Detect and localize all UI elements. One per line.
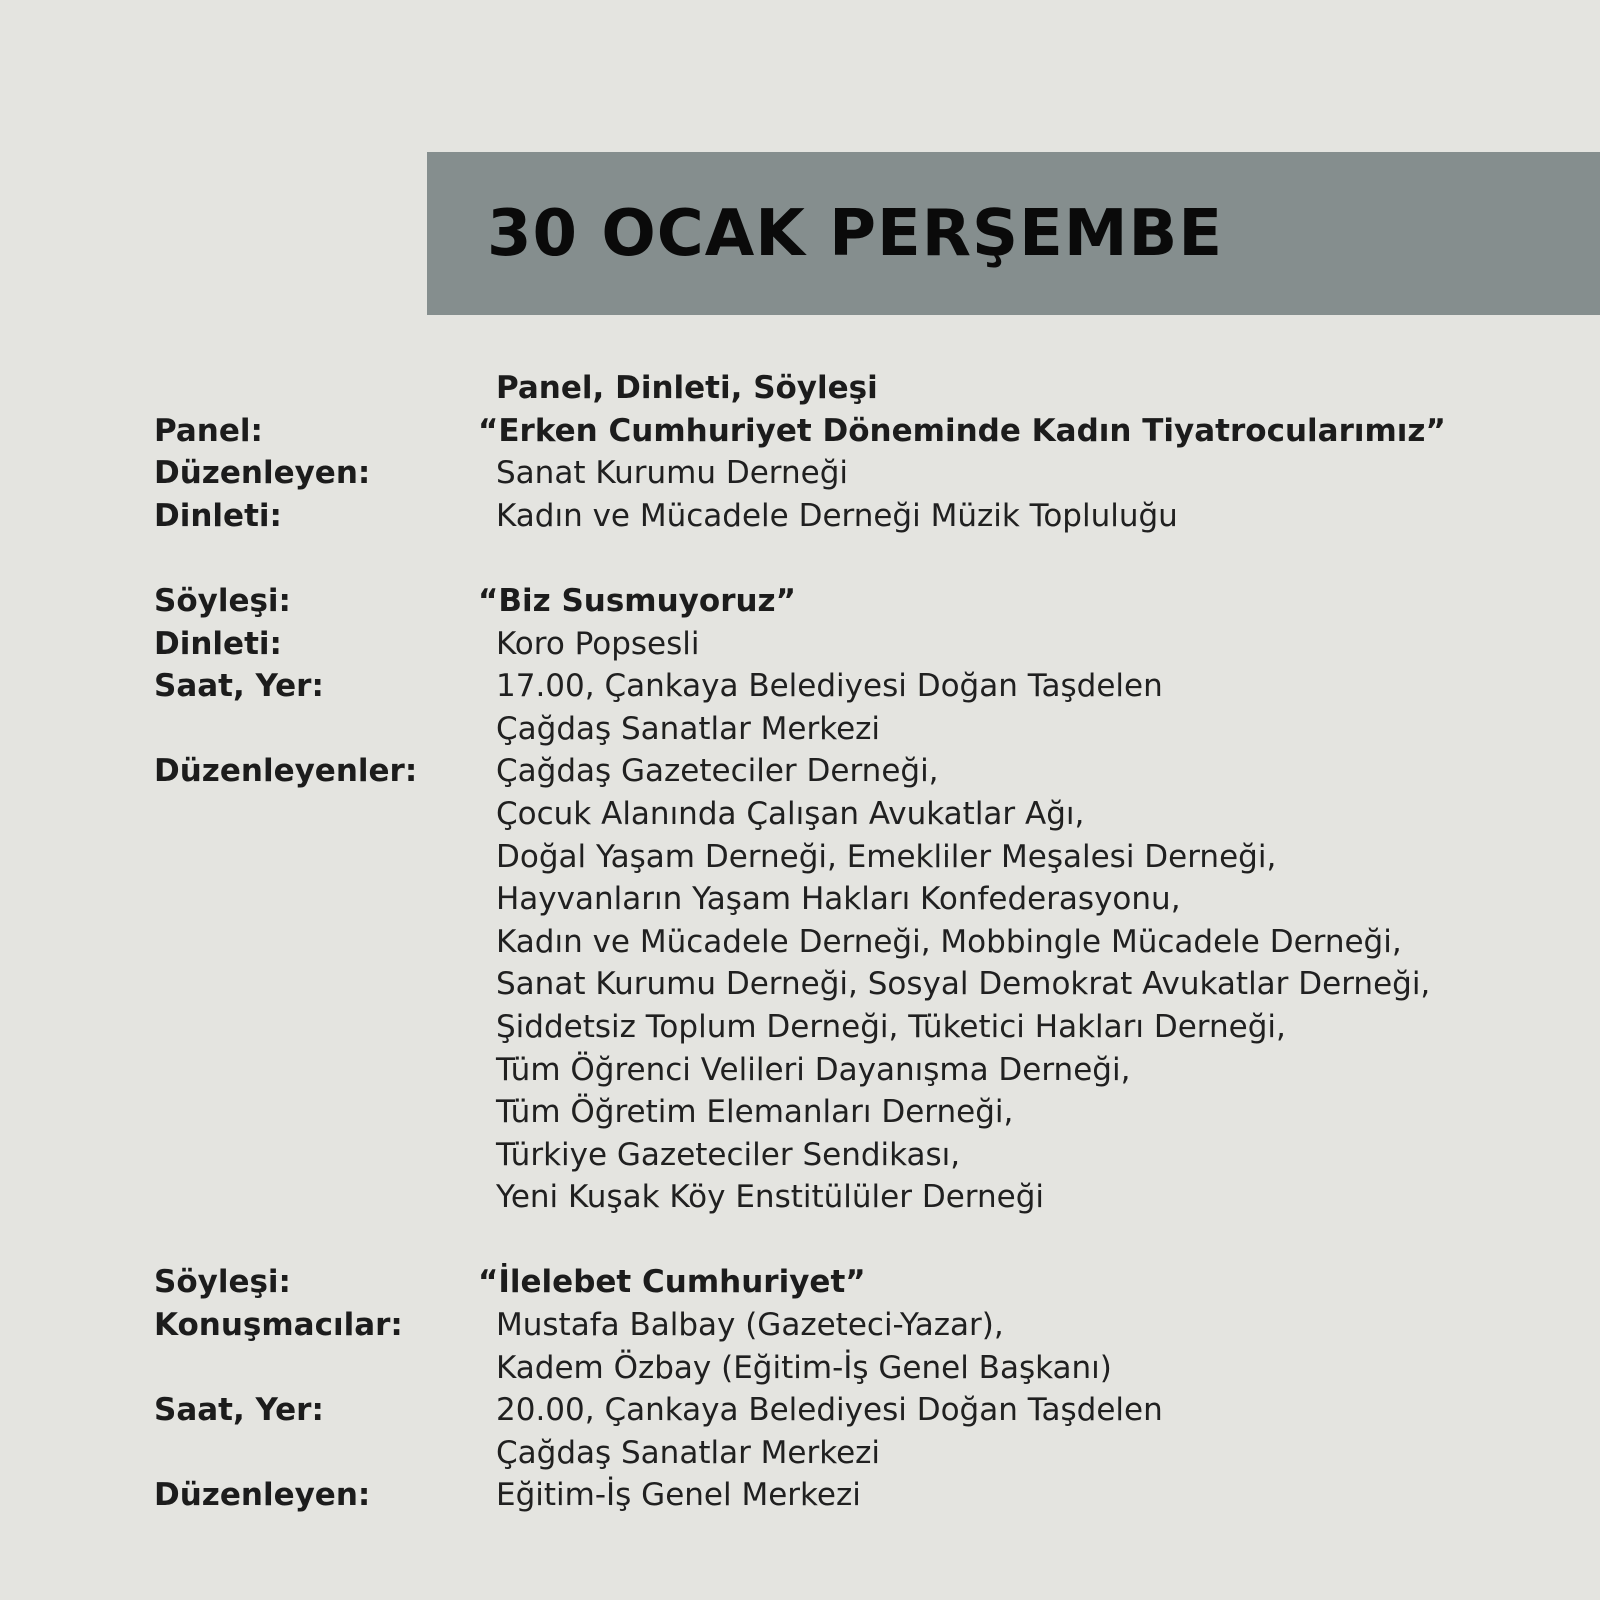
organizer-row [154, 836, 1574, 879]
talk2-organizer-label: Düzenleyen: [154, 1477, 371, 1514]
intro-heading: Panel, Dinleti, Söyleşi [496, 370, 878, 406]
talk1-dinleti-label: Dinleti: [154, 625, 282, 662]
talk2-venue: Çağdaş Sanatlar Merkezi [496, 1434, 881, 1471]
panel-organizer: Sanat Kurumu Derneği [496, 455, 849, 492]
organizer-row [154, 963, 1574, 1006]
talk2-speakers-row [154, 1304, 1574, 1347]
organizer-row [154, 1134, 1574, 1177]
panel-organizer-row [154, 452, 1574, 495]
organizer-row [154, 1091, 1574, 1134]
organizer-row [154, 1049, 1574, 1092]
organizer-row [154, 1006, 1574, 1049]
intro-row [154, 367, 1574, 410]
organizer-item: Hayvanların Yaşam Hakları Konfederasyonu, [496, 881, 1181, 918]
talk1-label: Söyleşi: [154, 582, 291, 619]
talk2-time-row-cont [154, 1432, 1574, 1475]
program-content [154, 367, 1574, 1517]
talk1-time-label: Saat, Yer: [154, 668, 324, 705]
section-gap [154, 537, 1574, 580]
talk2-time-place: 20.00, Çankaya Belediyesi Doğan Taşdelen [496, 1392, 1163, 1429]
section-gap [154, 1219, 1574, 1262]
organizer-item: Sanat Kurumu Derneği, Sosyal Demokrat Avukatlar Derneği, [496, 966, 1431, 1003]
talk1-organizers-label: Düzenleyenler: [154, 753, 418, 790]
talk2-time-label: Saat, Yer: [154, 1392, 324, 1429]
organizer-item: Doğal Yaşam Derneği, Emekliler Meşalesi Derneği, [496, 838, 1277, 875]
panel-label: Panel: [154, 412, 263, 449]
organizer-item: Yeni Kuşak Köy Enstitülüler Derneği [496, 1179, 1044, 1216]
talk2-row [154, 1261, 1574, 1304]
organizer-item: Tüm Öğrenci Velileri Dayanışma Derneği, [496, 1051, 1131, 1088]
organizer-item: Çocuk Alanında Çalışan Avukatlar Ağı, [496, 795, 1085, 832]
talk1-time-row [154, 665, 1574, 708]
panel-dinleti: Kadın ve Mücadele Derneği Müzik Topluluğu [496, 497, 1178, 534]
organizer-row [154, 878, 1574, 921]
talk2-title: “İlelebet Cumhuriyet” [478, 1264, 866, 1301]
panel-row [154, 410, 1574, 453]
date-banner [427, 152, 1600, 315]
organizer-item: Çağdaş Gazeteciler Derneği, [496, 753, 939, 790]
talk1-time-row-cont [154, 708, 1574, 751]
organizer-item: Türkiye Gazeteciler Sendikası, [496, 1136, 961, 1173]
organizer-item: Tüm Öğretim Elemanları Derneği, [496, 1094, 1014, 1131]
organizer-item: Kadın ve Mücadele Derneği, Mobbingle Mücadele Derneği, [496, 923, 1402, 960]
panel-dinleti-label: Dinleti: [154, 497, 282, 534]
speaker-item: Kadem Özbay (Eğitim-İş Genel Başkanı) [496, 1349, 1112, 1386]
talk2-time-row [154, 1389, 1574, 1432]
talk2-organizer: Eğitim-İş Genel Merkezi [496, 1477, 861, 1514]
talk1-dinleti-row [154, 623, 1574, 666]
panel-organizer-label: Düzenleyen: [154, 455, 371, 492]
talk2-speakers-label: Konuşmacılar: [154, 1307, 403, 1344]
organizer-row [154, 793, 1574, 836]
talk1-time-place: 17.00, Çankaya Belediyesi Doğan Taşdelen [496, 668, 1163, 705]
talk1-title: “Biz Susmuyoruz” [478, 582, 796, 619]
talk1-dinleti: Koro Popsesli [496, 625, 700, 662]
talk2-speakers-row-cont [154, 1347, 1574, 1390]
panel-dinleti-row [154, 495, 1574, 538]
organizer-row [154, 921, 1574, 964]
talk1-row [154, 580, 1574, 623]
date-title: 30 OCAK PERŞEMBE [487, 197, 1224, 271]
talk1-organizers-row [154, 750, 1574, 793]
speaker-item: Mustafa Balbay (Gazeteci-Yazar), [496, 1307, 1004, 1344]
talk2-label: Söyleşi: [154, 1264, 291, 1301]
talk2-organizer-row [154, 1474, 1574, 1517]
organizer-item: Şiddetsiz Toplum Derneği, Tüketici Hakları Derneği, [496, 1008, 1286, 1045]
talk1-venue: Çağdaş Sanatlar Merkezi [496, 710, 881, 747]
panel-title: “Erken Cumhuriyet Döneminde Kadın Tiyatrocularımız” [478, 412, 1446, 449]
organizer-row [154, 1176, 1574, 1219]
